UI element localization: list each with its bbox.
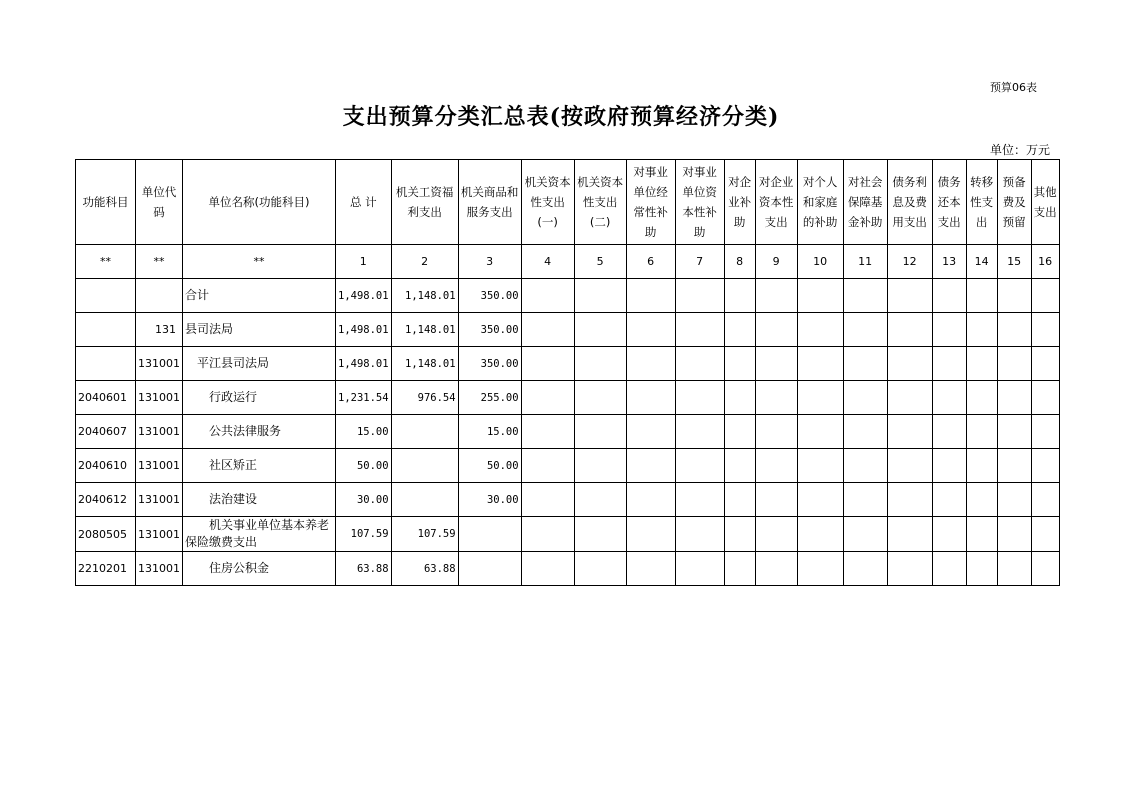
budget-table [75, 159, 1060, 586]
empty-cell [966, 449, 997, 483]
header-cell: 单位代码 [136, 160, 183, 245]
goods-services-cell: 350.00 [458, 279, 521, 313]
empty-cell [675, 483, 724, 517]
table-row [76, 517, 1060, 552]
index-cell: ** [76, 245, 136, 279]
empty-cell [626, 449, 675, 483]
empty-cell [932, 517, 966, 552]
empty-cell [966, 313, 997, 347]
header-cell: 机关资本性支出(二) [574, 160, 626, 245]
unit-code-cell: 131001 [136, 347, 183, 381]
empty-cell [887, 279, 932, 313]
header-row [76, 160, 1060, 245]
empty-cell [932, 552, 966, 586]
header-cell: 机关商品和服务支出 [458, 160, 521, 245]
empty-cell [966, 483, 997, 517]
empty-cell [1031, 552, 1059, 586]
empty-cell [675, 381, 724, 415]
empty-cell [755, 483, 797, 517]
function-code-cell: 2040607 [76, 415, 136, 449]
empty-cell [574, 517, 626, 552]
table-row [76, 483, 1060, 517]
empty-cell [724, 313, 755, 347]
empty-cell [521, 313, 574, 347]
index-cell: 15 [997, 245, 1031, 279]
function-code-cell: 2210201 [76, 552, 136, 586]
empty-cell [997, 313, 1031, 347]
empty-cell [574, 449, 626, 483]
index-cell: 8 [724, 245, 755, 279]
empty-cell [626, 552, 675, 586]
table-row [76, 415, 1060, 449]
index-cell: 1 [336, 245, 392, 279]
empty-cell [797, 347, 843, 381]
function-code-cell [76, 279, 136, 313]
empty-cell [724, 517, 755, 552]
empty-cell [887, 381, 932, 415]
page-title: 支出预算分类汇总表(按政府预算经济分类) [342, 104, 780, 130]
empty-cell [997, 279, 1031, 313]
empty-cell [932, 483, 966, 517]
empty-cell [1031, 313, 1059, 347]
empty-cell [966, 415, 997, 449]
empty-cell [675, 517, 724, 552]
index-cell: 9 [755, 245, 797, 279]
unit-code-cell: 131001 [136, 517, 183, 552]
header-cell: 债务利息及费用支出 [887, 160, 932, 245]
unit-name-cell: 县司法局 [183, 313, 336, 347]
empty-cell [626, 381, 675, 415]
empty-cell [724, 449, 755, 483]
header-cell: 对个人和家庭的补助 [797, 160, 843, 245]
total-cell: 1,498.01 [336, 279, 392, 313]
empty-cell [675, 347, 724, 381]
goods-services-cell [458, 552, 521, 586]
total-cell: 107.59 [336, 517, 392, 552]
table-row [76, 381, 1060, 415]
index-cell: 4 [521, 245, 574, 279]
empty-cell [574, 381, 626, 415]
goods-services-cell: 15.00 [458, 415, 521, 449]
index-cell: 14 [966, 245, 997, 279]
unit-name-cell: 行政运行 [183, 381, 336, 415]
empty-cell [1031, 415, 1059, 449]
index-cell: 5 [574, 245, 626, 279]
salary-cell: 63.88 [391, 552, 458, 586]
empty-cell [755, 347, 797, 381]
empty-cell [574, 552, 626, 586]
salary-cell: 1,148.01 [391, 279, 458, 313]
empty-cell [843, 381, 887, 415]
empty-cell [724, 381, 755, 415]
empty-cell [997, 517, 1031, 552]
empty-cell [724, 552, 755, 586]
unit-code-cell: 131 [136, 313, 183, 347]
unit-name-cell: 社区矫正 [183, 449, 336, 483]
goods-services-cell: 50.00 [458, 449, 521, 483]
header-cell: 单位名称(功能科目) [183, 160, 336, 245]
index-cell: 12 [887, 245, 932, 279]
empty-cell [574, 347, 626, 381]
empty-cell [574, 483, 626, 517]
empty-cell [626, 483, 675, 517]
header-cell: 预备费及预留 [997, 160, 1031, 245]
unit-name-cell: 合计 [183, 279, 336, 313]
empty-cell [521, 483, 574, 517]
empty-cell [797, 381, 843, 415]
empty-cell [932, 313, 966, 347]
empty-cell [932, 415, 966, 449]
function-code-cell: 2040612 [76, 483, 136, 517]
index-cell: 13 [932, 245, 966, 279]
empty-cell [755, 279, 797, 313]
empty-cell [843, 517, 887, 552]
unit-name-cell: 公共法律服务 [183, 415, 336, 449]
total-cell: 1,231.54 [336, 381, 392, 415]
empty-cell [521, 517, 574, 552]
index-cell: 2 [391, 245, 458, 279]
empty-cell [755, 517, 797, 552]
unit-name-cell: 住房公积金 [183, 552, 336, 586]
goods-services-cell [458, 517, 521, 552]
empty-cell [887, 517, 932, 552]
empty-cell [1031, 483, 1059, 517]
empty-cell [797, 449, 843, 483]
index-cell: ** [183, 245, 336, 279]
empty-cell [966, 381, 997, 415]
empty-cell [521, 449, 574, 483]
goods-services-cell: 30.00 [458, 483, 521, 517]
table-row [76, 552, 1060, 586]
salary-cell [391, 415, 458, 449]
empty-cell [1031, 449, 1059, 483]
empty-cell [675, 449, 724, 483]
unit-code-cell: 131001 [136, 483, 183, 517]
empty-cell [724, 347, 755, 381]
empty-cell [887, 313, 932, 347]
empty-cell [724, 483, 755, 517]
empty-cell [574, 415, 626, 449]
empty-cell [675, 279, 724, 313]
function-code-cell [76, 313, 136, 347]
index-row [76, 245, 1060, 279]
empty-cell [755, 552, 797, 586]
empty-cell [626, 347, 675, 381]
empty-cell [1031, 279, 1059, 313]
empty-cell [675, 552, 724, 586]
function-code-cell: 2080505 [76, 517, 136, 552]
empty-cell [797, 279, 843, 313]
unit-name-cell: 平江县司法局 [183, 347, 336, 381]
goods-services-cell: 350.00 [458, 313, 521, 347]
empty-cell [997, 347, 1031, 381]
salary-cell [391, 483, 458, 517]
function-code-cell: 2040610 [76, 449, 136, 483]
unit-code-cell: 131001 [136, 381, 183, 415]
form-number: 预算06表 [990, 81, 1037, 94]
total-cell: 1,498.01 [336, 313, 392, 347]
unit-name-cell: 机关事业单位基本养老保险缴费支出 [183, 517, 336, 552]
empty-cell [887, 552, 932, 586]
empty-cell [797, 517, 843, 552]
empty-cell [626, 517, 675, 552]
header-cell: 对企业资本性支出 [755, 160, 797, 245]
empty-cell [521, 279, 574, 313]
function-code-cell: 2040601 [76, 381, 136, 415]
function-code-cell [76, 347, 136, 381]
salary-cell: 1,148.01 [391, 347, 458, 381]
empty-cell [887, 347, 932, 381]
empty-cell [626, 279, 675, 313]
empty-cell [843, 279, 887, 313]
unit-code-cell: 131001 [136, 415, 183, 449]
header-cell: 对企业补助 [724, 160, 755, 245]
header-cell: 机关工资福利支出 [391, 160, 458, 245]
empty-cell [574, 313, 626, 347]
empty-cell [887, 449, 932, 483]
table-row [76, 279, 1060, 313]
empty-cell [755, 313, 797, 347]
empty-cell [797, 552, 843, 586]
index-cell: 10 [797, 245, 843, 279]
header-cell: 其他支出 [1031, 160, 1059, 245]
empty-cell [797, 313, 843, 347]
unit-name-cell: 法治建设 [183, 483, 336, 517]
empty-cell [966, 517, 997, 552]
empty-cell [887, 483, 932, 517]
empty-cell [932, 381, 966, 415]
unit-code-cell [136, 279, 183, 313]
empty-cell [966, 552, 997, 586]
goods-services-cell: 350.00 [458, 347, 521, 381]
empty-cell [843, 313, 887, 347]
salary-cell: 1,148.01 [391, 313, 458, 347]
total-cell: 63.88 [336, 552, 392, 586]
goods-services-cell: 255.00 [458, 381, 521, 415]
empty-cell [797, 483, 843, 517]
index-cell: 7 [675, 245, 724, 279]
empty-cell [675, 313, 724, 347]
header-cell: 对社会保障基金补助 [843, 160, 887, 245]
empty-cell [1031, 517, 1059, 552]
empty-cell [521, 552, 574, 586]
unit-label: 单位：万元 [989, 143, 1050, 157]
index-cell: 6 [626, 245, 675, 279]
unit-code-cell: 131001 [136, 552, 183, 586]
empty-cell [966, 347, 997, 381]
index-cell: 16 [1031, 245, 1059, 279]
index-cell: 11 [843, 245, 887, 279]
salary-cell: 976.54 [391, 381, 458, 415]
total-cell: 30.00 [336, 483, 392, 517]
salary-cell [391, 449, 458, 483]
empty-cell [843, 449, 887, 483]
empty-cell [626, 415, 675, 449]
empty-cell [521, 381, 574, 415]
empty-cell [843, 552, 887, 586]
empty-cell [997, 449, 1031, 483]
empty-cell [997, 552, 1031, 586]
empty-cell [724, 415, 755, 449]
header-cell: 对事业单位资本性补助 [675, 160, 724, 245]
empty-cell [997, 381, 1031, 415]
empty-cell [843, 483, 887, 517]
total-cell: 50.00 [336, 449, 392, 483]
empty-cell [626, 313, 675, 347]
salary-cell: 107.59 [391, 517, 458, 552]
empty-cell [755, 415, 797, 449]
empty-cell [797, 415, 843, 449]
empty-cell [932, 279, 966, 313]
header-cell: 债务还本支出 [932, 160, 966, 245]
empty-cell [755, 449, 797, 483]
header-cell: 对事业单位经常性补助 [626, 160, 675, 245]
empty-cell [843, 415, 887, 449]
empty-cell [997, 483, 1031, 517]
header-cell: 机关资本性支出(一) [521, 160, 574, 245]
table-row [76, 313, 1060, 347]
empty-cell [932, 347, 966, 381]
unit-code-cell: 131001 [136, 449, 183, 483]
index-cell: 3 [458, 245, 521, 279]
empty-cell [1031, 347, 1059, 381]
table-row [76, 449, 1060, 483]
header-cell: 功能科目 [76, 160, 136, 245]
header-cell: 转移性支出 [966, 160, 997, 245]
empty-cell [521, 347, 574, 381]
index-cell: ** [136, 245, 183, 279]
empty-cell [755, 381, 797, 415]
empty-cell [887, 415, 932, 449]
empty-cell [675, 415, 724, 449]
header-cell: 总 计 [336, 160, 392, 245]
empty-cell [966, 279, 997, 313]
empty-cell [843, 347, 887, 381]
total-cell: 15.00 [336, 415, 392, 449]
empty-cell [1031, 381, 1059, 415]
empty-cell [997, 415, 1031, 449]
empty-cell [724, 279, 755, 313]
total-cell: 1,498.01 [336, 347, 392, 381]
empty-cell [521, 415, 574, 449]
table-row [76, 347, 1060, 381]
empty-cell [574, 279, 626, 313]
empty-cell [932, 449, 966, 483]
